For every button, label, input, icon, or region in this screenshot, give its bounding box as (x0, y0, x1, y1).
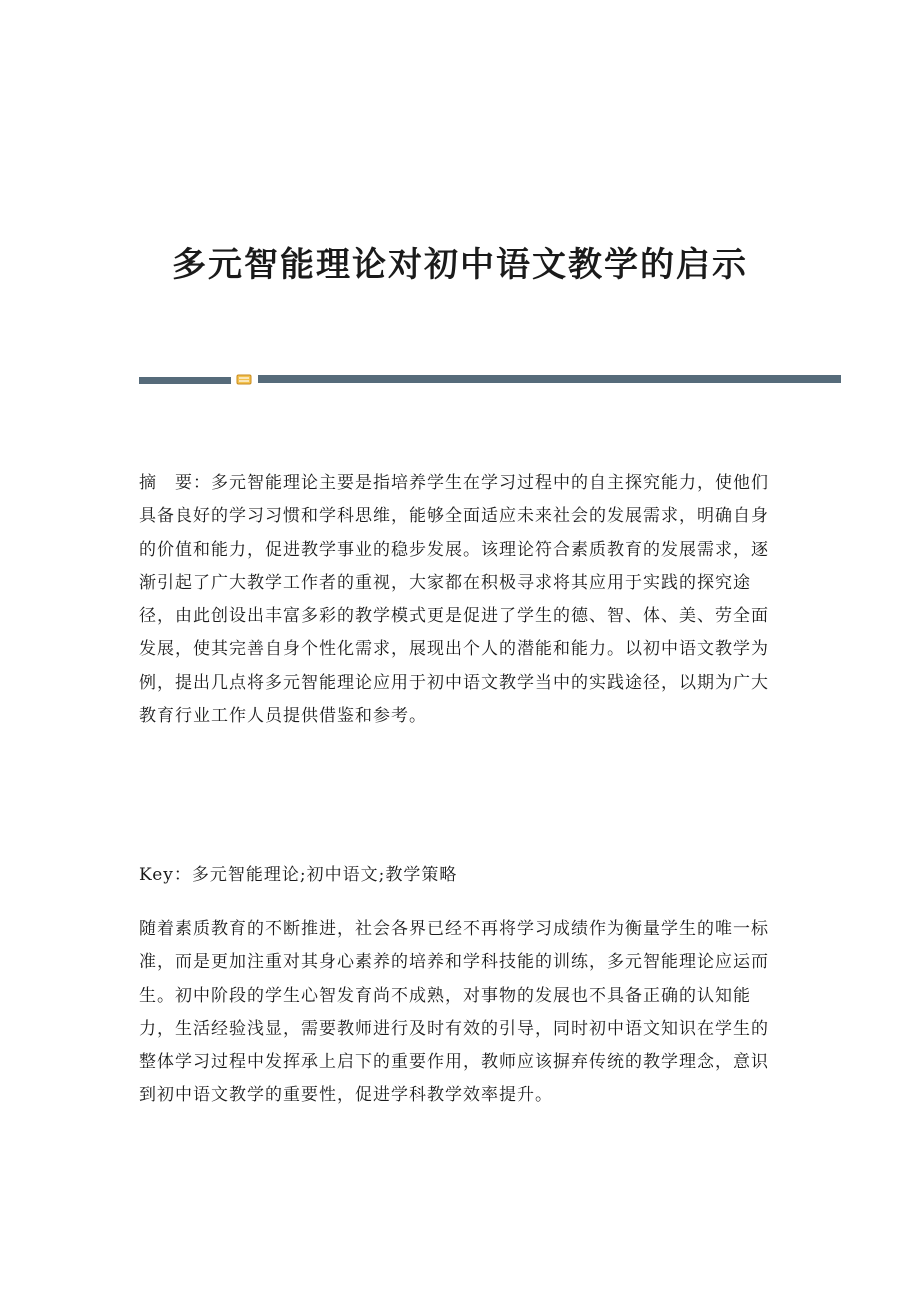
divider-emblem-icon (236, 374, 252, 385)
document-title: 多元智能理论对初中语文教学的启示 (172, 244, 748, 285)
keywords-section (139, 859, 799, 892)
intro-paragraph: 随着素质教育的不断推进，社会各界已经不再将学习成绩作为衡量学生的唯一标准，而是更加注重对其身心素养的培养和学科技能的训练，多元智能理论应运而生。初中阶段的学生心智发育尚不成熟，对事物的发展也不具备正确的认知能力，生活经验浅显，需要教师进行及时有效的引导，同时初中语文知识在学生的整体学习过程中发挥承上启下的重要作用，教师应该摒弃传统的教学理念，意识到初中语文教学的重要性，促进学科教学效率提升。 (139, 919, 769, 1106)
divider-bar-right (258, 375, 841, 383)
intro-section (139, 913, 781, 1113)
title-divider (139, 374, 841, 386)
divider-bar-left (139, 377, 231, 384)
abstract-paragraph: 摘 要：多元智能理论主要是指培养学生在学习过程中的自主探究能力，使他们具备良好的学习习惯和学科思维，能够全面适应未来社会的发展需求，明确自身的价值和能力，促进教学事业的稳步发展。该理论符合素质教育的发展需求，逐渐引起了广大教学工作者的重视，大家都在积极寻求将其应用于实践的探究途径，由此创设出丰富多彩的教学模式更是促进了学生的德、智、体、美、劳全面发展，使其完善自身个性化需求，展现出个人的潜能和能力。以初中语文教学为例，提出几点将多元智能理论应用于初中语文教学当中的实践途径，以期为广大教育行业工作人员提供借鉴和参考。 (139, 473, 769, 727)
abstract-section (139, 467, 781, 733)
keywords-line: Key：多元智能理论;初中语文;教学策略 (139, 865, 458, 885)
